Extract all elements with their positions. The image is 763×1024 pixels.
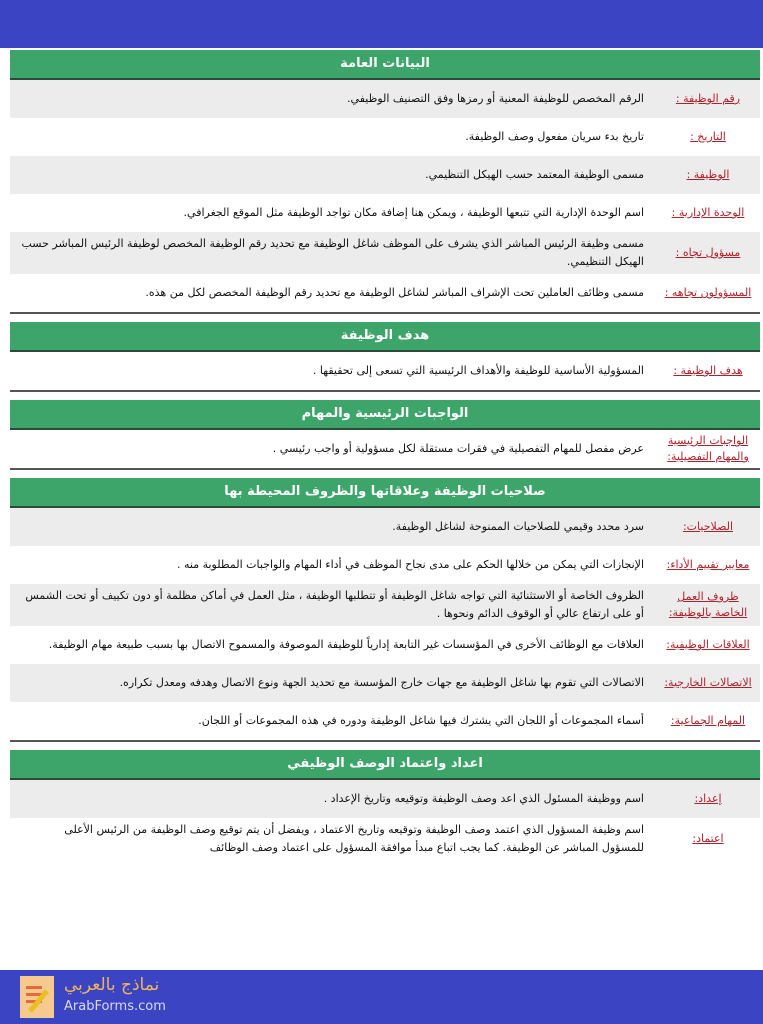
field-row xyxy=(10,508,760,546)
field-label: هدف الوظيفة : xyxy=(673,364,743,377)
field-label: الصلاحيات: xyxy=(682,520,734,533)
field-row xyxy=(10,156,760,194)
field-row xyxy=(10,194,760,232)
field-label: الوحدة الإدارية : xyxy=(671,206,745,219)
section-header: الواجبات الرئيسية والمهام xyxy=(10,400,760,430)
field-row xyxy=(10,118,760,156)
field-label: الواجبات الرئيسية والمهام التفصيلية: xyxy=(667,434,749,463)
field-description: مسمى وظيفة الرئيس المباشر الذي يشرف على الموظف شاغل الوظيفة مع تحديد رقم الوظيفة المخصص لوظيفة الرئيس المباشر حسب الهيكل التنظيمي. xyxy=(21,237,644,268)
field-row xyxy=(10,80,760,118)
field-label: رقم الوظيفة : xyxy=(675,92,741,105)
field-label: التاريخ : xyxy=(690,130,726,143)
field-description: اسم ووظيفة المسئول الذي اعد وصف الوظيفة وتوقيعه وتاريخ الإعداد . xyxy=(323,792,644,805)
section-header: هدف الوظيفة xyxy=(10,322,760,352)
field-label: ظروف العمل الخاصة بالوظيفة: xyxy=(668,590,748,619)
field-label: المسؤولون تجاهه : xyxy=(664,286,752,299)
field-description: الرقم المخصص للوظيفة المعنية أو رمزها وفق التصنيف الوظيفي. xyxy=(347,92,644,105)
field-description: العلاقات مع الوظائف الأخرى في المؤسسات غير التابعة إدارياً للوظيفة الموصوفة والمسموح الاتصال بها بسبب طبيعة مهام الوظيفة. xyxy=(48,638,644,651)
watermark-logo xyxy=(20,974,260,1020)
field-row xyxy=(10,626,760,664)
section xyxy=(10,478,760,742)
field-row xyxy=(10,546,760,584)
field-row xyxy=(10,232,760,274)
field-label: العلاقات الوظيفية: xyxy=(666,638,750,651)
field-description: الإنجازات التي يمكن من خلالها الحكم على مدى نجاح الموظف في أداء المهام والواجبات المطلوبة منه . xyxy=(176,558,644,571)
section-header: البيانات العامة xyxy=(10,50,760,80)
field-description: الظروف الخاصة أو الاستثنائية التي تواجه شاغل الوظيفة أو تتطلبها الوظيفة ، مثل العمل في أماكن مظلمة أو دون تكييف أو تحت الشمس أو على ارتفاع عالي أو الوقوف الدائم ونحوها . xyxy=(25,589,644,620)
section-header: صلاحيات الوظيفة وعلاقاتها والظروف المحيطة بها xyxy=(10,478,760,508)
field-description: اسم وظيفة المسؤول الذي اعتمد وصف الوظيفة وتوقيعه وتاريخ الاعتماد ، ويفضل أن يتم توقيع وصف الوظيفة من الرئيس الأعلى للمسؤول المباشر عن الوظيفة. كما يجب اتباع مبدأ موافقة المسؤول على اعتماد وصف الوظائف xyxy=(64,823,644,854)
field-row xyxy=(10,430,760,468)
field-description: مسمى الوظيفة المعتمد حسب الهيكل التنظيمي. xyxy=(425,168,644,181)
section-header: اعداد واعتماد الوصف الوظيفي xyxy=(10,750,760,780)
field-description: أسماء المجموعات أو اللجان التي يشترك فيها شاغل الوظيفة ودوره في هذه المجموعات أو اللجان. xyxy=(198,714,644,727)
section xyxy=(10,322,760,392)
field-label: إعداد: xyxy=(694,792,722,805)
job-description-document xyxy=(10,50,760,868)
field-label: معايير تقييم الأداء: xyxy=(666,558,750,571)
pencil-document-icon xyxy=(20,976,54,1018)
section xyxy=(10,50,760,314)
field-label: مسؤول تجاه : xyxy=(675,246,741,259)
field-description: تاريخ بدء سريان مفعول وصف الوظيفة. xyxy=(465,130,644,143)
watermark-latin: ArabForms.com xyxy=(64,999,166,1014)
field-description: عرض مفصل للمهام التفصيلية في فقرات مستقلة لكل مسؤولية أو واجب رئيسي . xyxy=(272,442,644,455)
watermark-arabic: نماذج بالعربي xyxy=(64,975,160,995)
field-label: اعتماد: xyxy=(692,832,724,845)
field-description: اسم الوحدة الإدارية التي تتبعها الوظيفة ، ويمكن هنا إضافة مكان تواجد الوظيفة مثل الموقع الجغرافي. xyxy=(183,206,644,219)
field-description: الاتصالات التي تقوم بها شاغل الوظيفة مع جهات خارج المؤسسة مع تحديد الجهة ونوع الاتصال وهدفه ومعدل تكراره. xyxy=(119,676,644,689)
field-row xyxy=(10,780,760,818)
section xyxy=(10,750,760,860)
field-description: سرد محدد وقيمي للصلاحيات الممنوحة لشاغل الوظيفة. xyxy=(392,520,644,533)
field-row xyxy=(10,274,760,312)
field-row xyxy=(10,584,760,626)
field-row xyxy=(10,352,760,390)
field-row xyxy=(10,664,760,702)
section xyxy=(10,400,760,470)
field-label: الوظيفة : xyxy=(686,168,730,181)
field-description: مسمى وظائف العاملين تحت الإشراف المباشر لشاغل الوظيفة مع تحديد رقم الوظيفة المخصص لكل من هذه. xyxy=(145,286,644,299)
field-row xyxy=(10,702,760,740)
field-label: المهام الجماعية: xyxy=(670,714,746,727)
top-frame-bar xyxy=(0,0,763,48)
field-label: الاتصالات الخارجية: xyxy=(664,676,752,689)
field-description: المسؤولية الأساسية للوظيفة والأهداف الرئيسية التي تسعى إلى تحقيقها . xyxy=(312,364,644,377)
field-row xyxy=(10,818,760,860)
